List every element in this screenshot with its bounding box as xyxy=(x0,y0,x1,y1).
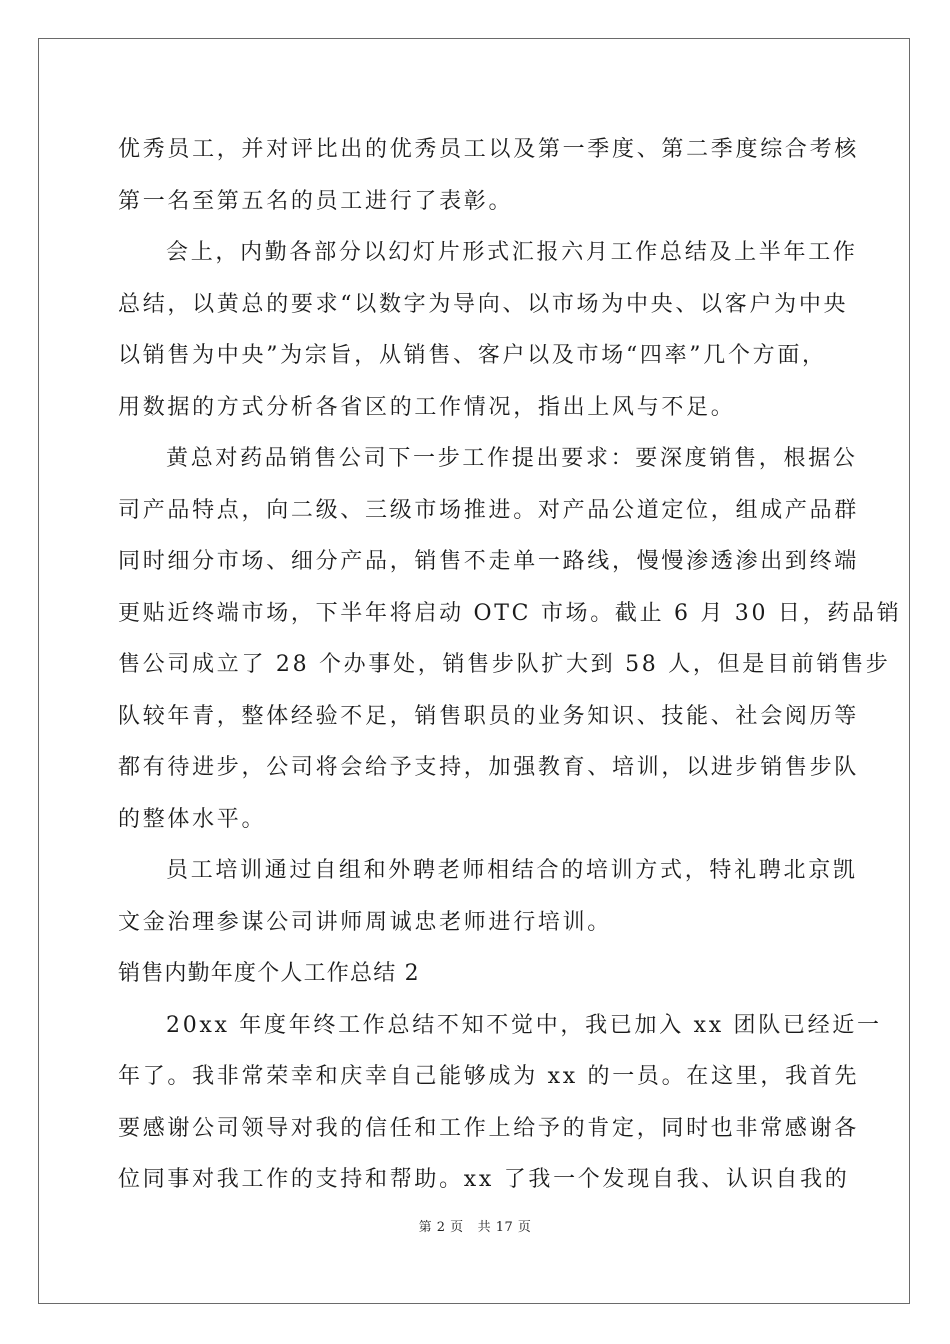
text-line: 的整体水平。 xyxy=(118,806,267,832)
document-body xyxy=(118,124,902,1206)
paragraph-start-line: 20xx 年度年终工作总结不知不觉中，我已加入 xx 团队已经近一 xyxy=(166,1012,882,1038)
text-line: 总结，以黄总的要求“以数字为导向、以市场为中央、以客户为中央 xyxy=(118,291,849,317)
text-line: 要感谢公司领导对我的信任和工作上给予的肯定，同时也非常感谢各 xyxy=(118,1115,860,1141)
text-line: 优秀员工，并对评比出的优秀员工以及第一季度、第二季度综合考核 xyxy=(118,137,860,162)
text-line: 队较年青，整体经验不足，销售职员的业务知识、技能、社会阅历等 xyxy=(118,703,860,729)
paragraph-start-line: 黄总对药品销售公司下一步工作提出要求：要深度销售，根据公 xyxy=(166,446,858,471)
text-line: 都有待进步，公司将会给予支持，加强教育、培训，以进步销售步队 xyxy=(118,755,860,780)
text-line: 年了。我非常荣幸和庆幸自己能够成为 xx 的一员。在这里，我首先 xyxy=(118,1064,860,1089)
text-line: 以销售为中央”为宗旨，从销售、客户以及市场“四率”几个方面， xyxy=(118,343,827,368)
text-line: 用数据的方式分析各省区的工作情况，指出上风与不足。 xyxy=(118,394,736,420)
text-line: 文金治理参谋公司讲师周诚忠老师进行培训。 xyxy=(118,909,613,935)
section-heading: 销售内勤年度个人工作总结 2 xyxy=(118,961,420,986)
page-footer xyxy=(0,1216,950,1235)
text-line: 司产品特点，向二级、三级市场推进。对产品公道定位，组成产品群 xyxy=(118,497,860,523)
text-line: 同时细分市场、细分产品，销售不走单一路线，慢慢渗透渗出到终端 xyxy=(118,549,860,574)
text-line: 第一名至第五名的员工进行了表彰。 xyxy=(118,188,514,214)
paragraph-start-line: 会上，内勤各部分以幻灯片形式汇报六月工作总结及上半年工作 xyxy=(166,240,858,265)
text-line: 售公司成立了 28 个办事处，销售步队扩大到 58 人，但是目前销售步 xyxy=(118,652,891,677)
paragraph-start-line: 员工培训通过自组和外聘老师相结合的培训方式，特礼聘北京凯 xyxy=(166,858,858,883)
text-line: 更贴近终端市场，下半年将启动 OTC 市场。截止 6 月 30 日，药品销 xyxy=(118,600,902,626)
page-number: 第 2 页 xyxy=(418,1220,464,1235)
text-line: 位同事对我工作的支持和帮助。xx 了我一个发现自我、认识自我的 xyxy=(118,1167,850,1192)
page-total: 共 17 页 xyxy=(477,1220,532,1235)
